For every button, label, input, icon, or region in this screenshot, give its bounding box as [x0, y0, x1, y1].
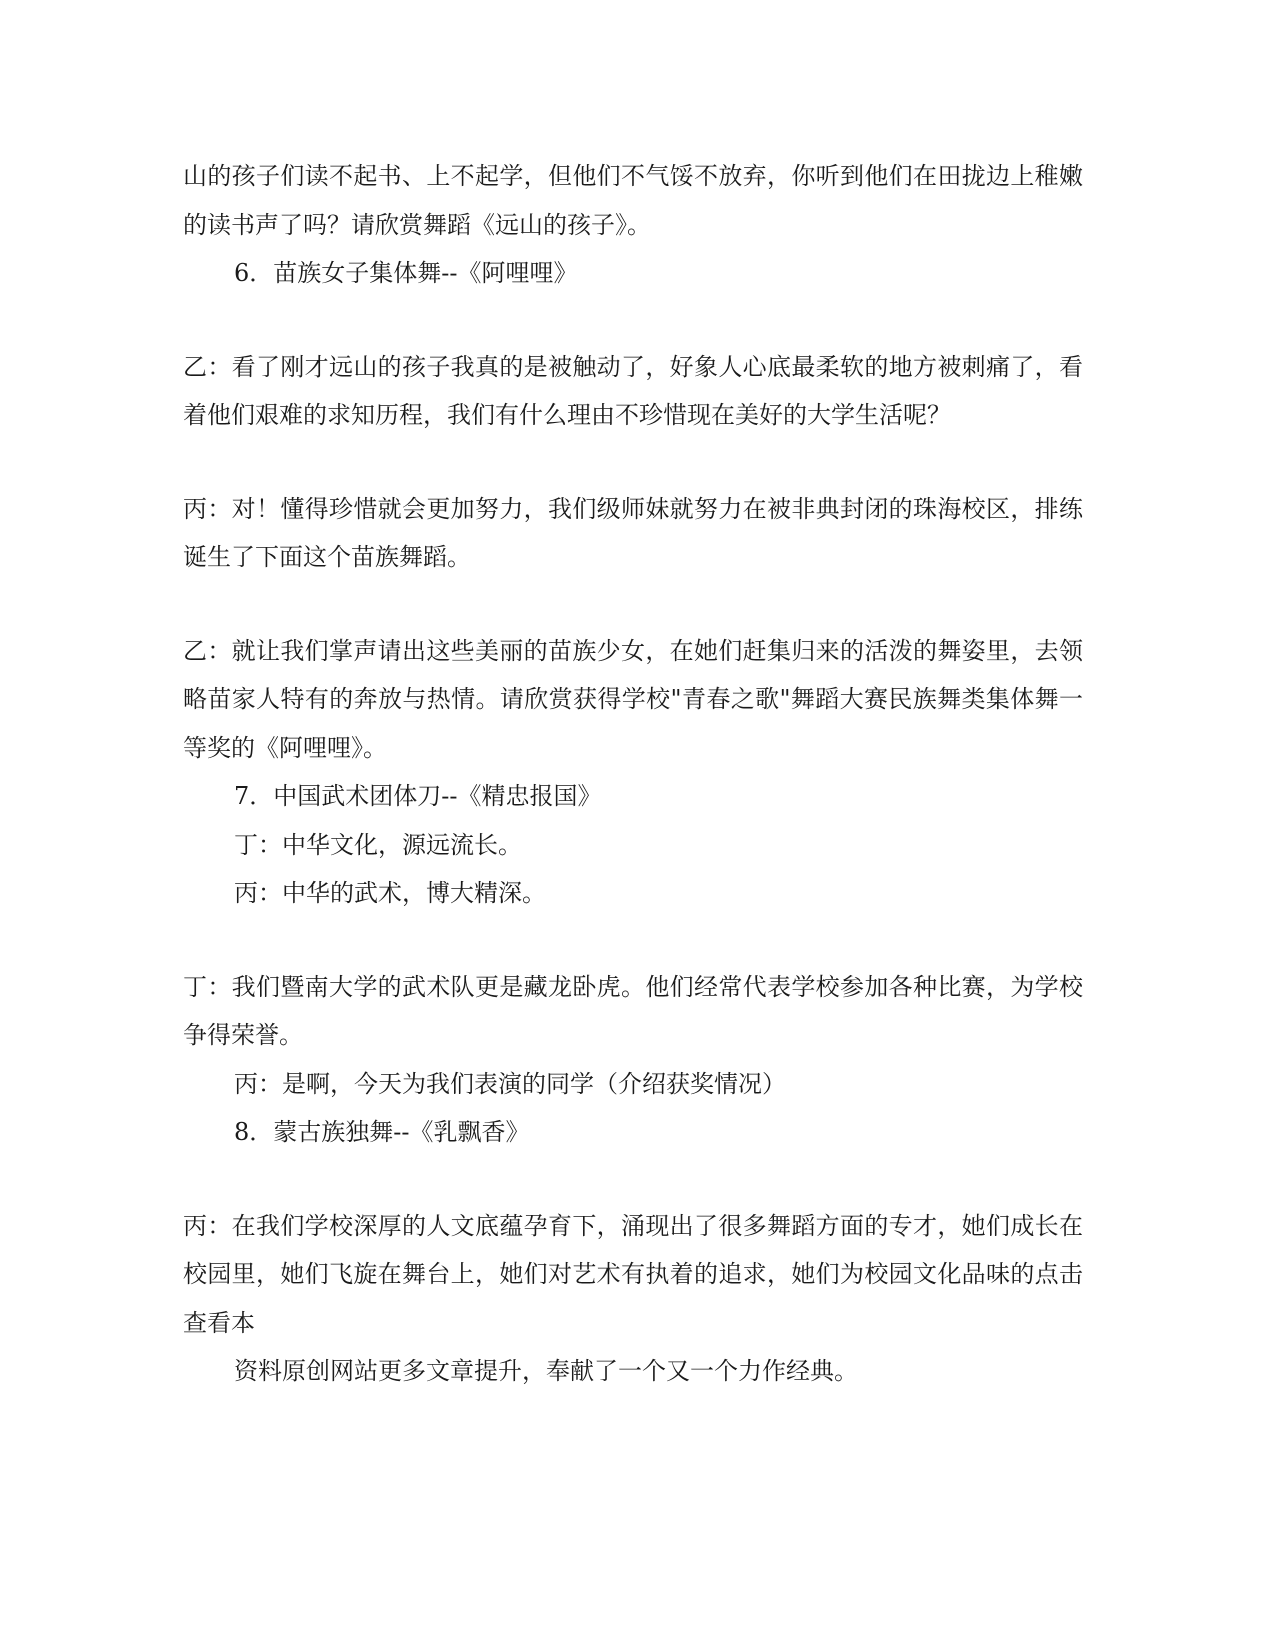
paragraph-remote-children-intro: 山的孩子们读不起书、上不起学，但他们不气馁不放弃，你听到他们在田拢边上稚嫩的读书声了吗？请欣赏舞蹈《远山的孩子》。: [183, 162, 1083, 239]
paragraph-yi-miao-dance: 乙：就让我们掌声请出这些美丽的苗族少女，在她们赶集归来的活泼的舞姿里，去领略苗家人特有的奔放与热情。请欣赏获得学校"青春之歌"舞蹈大赛民族舞类集体舞一等奖的《阿哩哩》。: [183, 636, 1083, 762]
paragraph-ding-culture: 丁：中华文化，源远流长。: [234, 830, 522, 859]
paragraph-bing-awards: 丙：是啊，今天为我们表演的同学（介绍获奖情况）: [234, 1069, 786, 1098]
paragraph-bing-martial-arts: 丙：中华的武术，博大精深。: [234, 879, 546, 907]
paragraph-bing-cherish: 丙：对！懂得珍惜就会更加努力，我们级师妹就努力在被非典封闭的珠海校区，排练诞生了下面这个苗族舞蹈。: [183, 494, 1083, 571]
program-item-7: 7．中国武术团体刀--《精忠报国》: [234, 782, 602, 810]
program-item-8: 8．蒙古族独舞--《乳飘香》: [234, 1118, 530, 1146]
paragraph-yi-touched: 乙：看了刚才远山的孩子我真的是被触动了，好象人心底最柔软的地方被刺痛了，看着他们艰难的求知历程，我们有什么理由不珍惜现在美好的大学生活呢？: [183, 352, 1083, 429]
program-item-6: 6．苗族女子集体舞--《阿哩哩》: [234, 259, 578, 287]
paragraph-closing: 资料原创网站更多文章提升，奉献了一个又一个力作经典。: [234, 1357, 858, 1385]
document-body: [183, 152, 1083, 1396]
paragraph-bing-talent: 丙：在我们学校深厚的人文底蕴孕育下，涌现出了很多舞蹈方面的专才，她们成长在校园里，她们飞旋在舞台上，她们对艺术有执着的追求，她们为校园文化品味的点击查看本: [183, 1211, 1083, 1337]
paragraph-ding-team: 丁：我们暨南大学的武术队更是藏龙卧虎。他们经常代表学校参加各种比赛，为学校争得荣誉。: [183, 972, 1083, 1049]
